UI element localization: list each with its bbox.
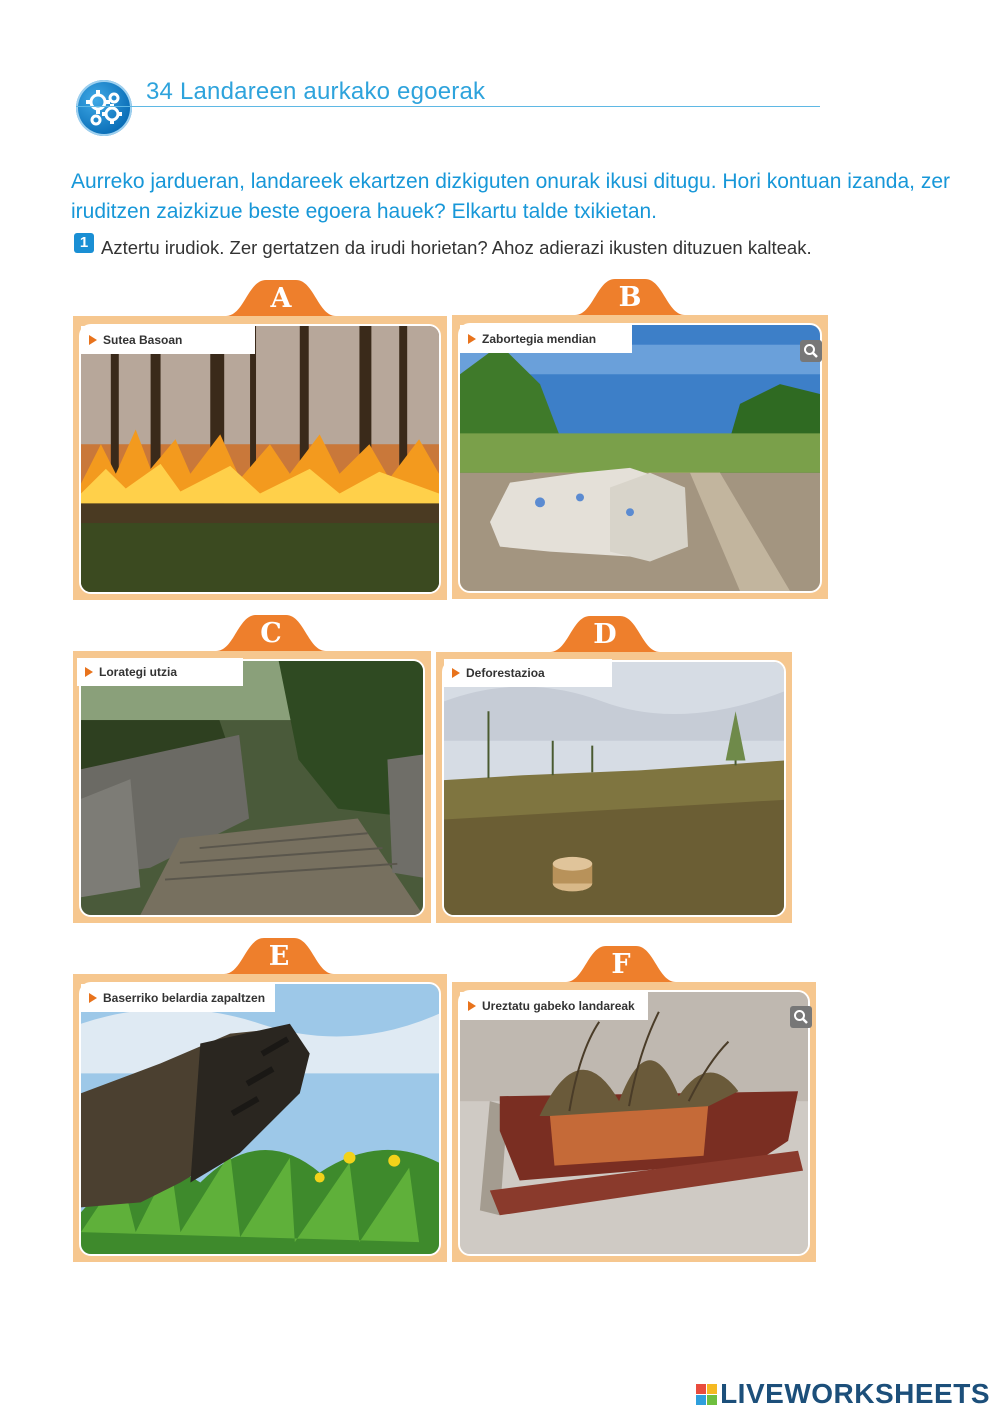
panel-b-caption-text: Zabortegia mendian: [482, 332, 597, 346]
panel-e-tab: [224, 938, 334, 974]
task-number-badge: 1: [74, 233, 94, 253]
abandoned-garden-photo: [79, 659, 425, 917]
panel-f-tab: [566, 946, 676, 982]
liveworksheets-logo: [696, 1378, 990, 1410]
magnifier-icon[interactable]: [800, 340, 822, 362]
panel-a-caption-text: Sutea Basoan: [103, 333, 183, 347]
panel-c-caption: [77, 658, 243, 686]
panel-d-caption-text: Deforestazioa: [466, 666, 545, 680]
intro-text: Aurreko jardueran, landareek ekartzen dizkiguten onurak ikusi ditugu. Hori kontuan izanda, zer iruditzen zaizkizue beste egoera hauek? Elkartu talde txikietan.: [71, 170, 951, 223]
panel-e: [73, 974, 447, 1262]
logo-text: LIVEWORKSHEETS: [720, 1378, 990, 1409]
dumpsite-photo: [458, 323, 822, 593]
panel-f-caption-text: Ureztatu gabeko landareak: [482, 999, 635, 1013]
panel-f-letter: F: [611, 949, 631, 980]
deforestation-photo: [442, 660, 786, 917]
panel-e-caption: [81, 984, 275, 1012]
panel-f: [452, 982, 816, 1262]
panel-e-letter: E: [268, 941, 290, 972]
panel-d-tab: [550, 616, 660, 652]
panel-b-tab: [575, 279, 685, 315]
panel-b: [452, 315, 828, 599]
panel-d-letter: D: [593, 619, 617, 650]
panel-a-tab: [226, 280, 336, 316]
magnifier-icon[interactable]: [790, 1006, 812, 1028]
forest-fire-photo: [79, 324, 441, 594]
panel-c-letter: C: [260, 618, 282, 649]
panel-a: [73, 316, 447, 600]
panel-d: [436, 652, 792, 923]
panel-e-caption-text: Baserriko belardia zapaltzen: [103, 991, 266, 1005]
panel-b-caption: [460, 325, 632, 353]
panel-d-caption: [444, 659, 612, 687]
panel-a-letter: A: [270, 283, 292, 314]
panel-b-letter: B: [618, 282, 642, 313]
panel-c-tab: [216, 615, 326, 651]
boot-on-grass-photo: [79, 982, 441, 1256]
gears-icon: [76, 80, 132, 136]
panel-f-caption: [460, 992, 648, 1020]
panel-a-caption: [81, 326, 255, 354]
task-instruction: Aztertu irudiok. Zer gertatzen da irudi horietan? Ahoz adierazi ikusten dituzuen kalteak.: [101, 237, 812, 258]
logo-mark-icon: [696, 1384, 717, 1405]
title-underline: [76, 106, 820, 107]
panel-c-caption-text: Lorategi utzia: [99, 665, 178, 679]
panel-c: [73, 651, 431, 923]
dry-planter-photo: [458, 990, 810, 1256]
page-title: 34 Landareen aurkako egoerak: [146, 78, 486, 105]
